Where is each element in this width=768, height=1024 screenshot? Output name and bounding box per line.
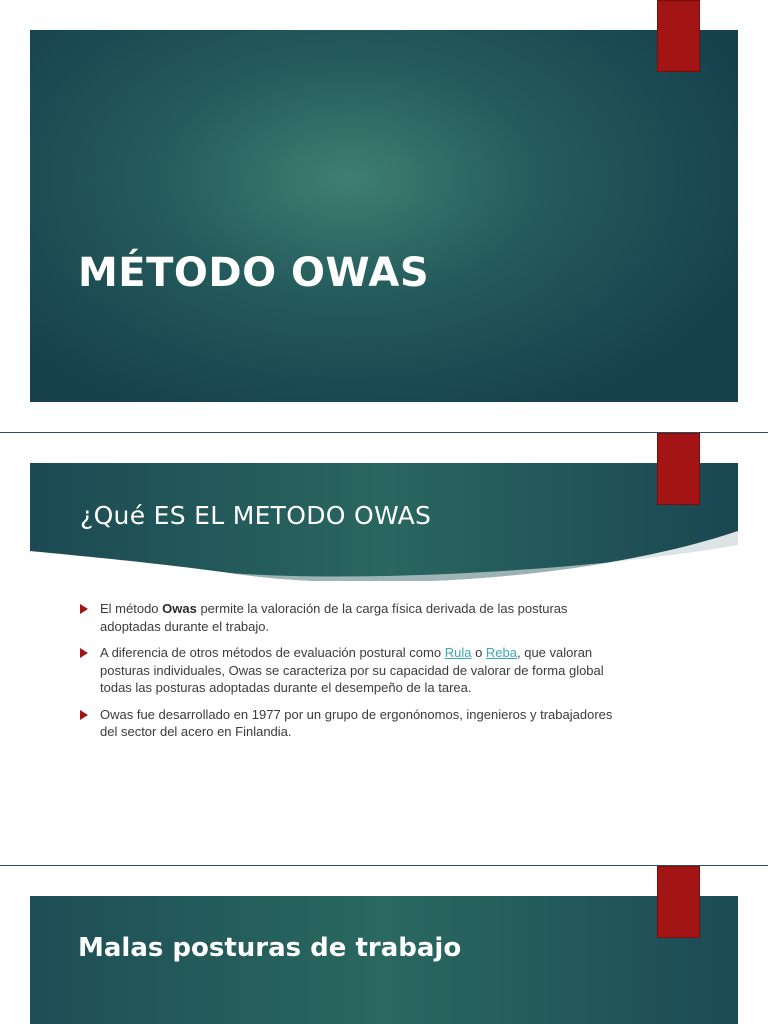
rula-link[interactable]: Rula (444, 645, 472, 660)
bullet-bold-text: Owas (162, 601, 197, 616)
bullet-arrow-icon (80, 604, 88, 614)
list-item (80, 600, 625, 635)
slide-3 (0, 866, 768, 1024)
bullet-text: Owas fue desarrollado en 1977 por un grupo de ergonónomos, ingenieros y trabajadores del sector del acero en Finlandia. (100, 706, 613, 739)
bullet-text: A diferencia de otros métodos de evaluación postural como (100, 645, 445, 660)
slide-title: ¿Qué ES EL METODO OWAS (80, 501, 432, 530)
list-item (80, 644, 625, 697)
red-tab-marker (657, 433, 700, 505)
bullet-text: El método (100, 601, 163, 616)
list-item (80, 706, 625, 741)
bullet-arrow-icon (80, 648, 88, 658)
bullet-text: , que valoran posturas individuales, Owas se caracteriza por su capacidad de valorar de forma global todas las posturas adoptadas durante el desempeño de la tarea. (100, 645, 604, 695)
bullet-text: o (471, 645, 486, 660)
slide-title: MÉTODO OWAS (78, 250, 430, 296)
slide-title: Malas posturas de trabajo (78, 933, 462, 963)
slide-2 (0, 433, 768, 865)
bullet-list (80, 600, 625, 750)
red-tab-marker (657, 0, 700, 72)
slide-1 (0, 0, 768, 432)
bullet-arrow-icon (80, 710, 88, 720)
bullet-text: permite la valoración de la carga física derivada de las posturas adoptadas durante el trabajo. (100, 601, 568, 634)
reba-link[interactable]: Reba (485, 645, 517, 660)
title-panel (30, 30, 738, 402)
red-tab-marker (657, 866, 700, 938)
